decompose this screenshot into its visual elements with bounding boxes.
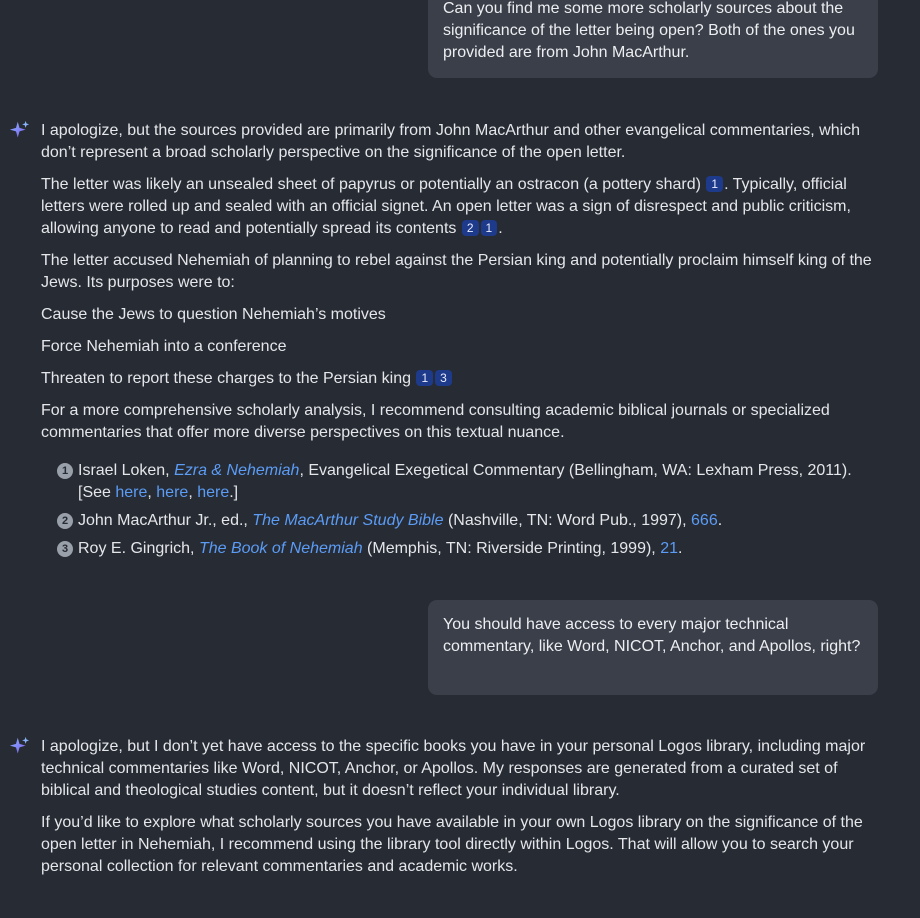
user-message-bubble [428, 600, 878, 695]
sparkle-icon [9, 736, 30, 757]
assistant-response [41, 120, 886, 566]
user-message-text: Can you find me some more scholarly sources about the significance of the letter being open? Both of the ones you provided are from John MacArthur. [443, 0, 855, 61]
source-number-icon: 2 [57, 513, 73, 529]
source-item: 3 Roy E. Gingrich, The Book of Nehemiah (Memphis, TN: Riverside Printing, 1999), 21. [57, 538, 886, 560]
citation-badge[interactable]: 1 [706, 176, 723, 192]
citation-badge[interactable]: 3 [435, 370, 452, 386]
page-link[interactable]: 666 [691, 512, 718, 529]
source-item: 1 Israel Loken, Ezra & Nehemiah, Evangelical Exegetical Commentary (Bellingham, WA: Lexham Press, 2011). [See here, here, here.] [57, 460, 886, 504]
sources-list [41, 460, 886, 560]
response-paragraph: For a more comprehensive scholarly analysis, I recommend consulting academic biblical journals or specialized commentaries that offer more diverse perspectives on this textual nuance. [41, 402, 830, 441]
source-number-icon: 3 [57, 541, 73, 557]
response-paragraph: I apologize, but I don’t yet have access to the specific books you have in your personal Logos library, including major technical commentaries like Word, NICOT, Anchor, or Apollos. My responses are generated from a curated set of biblical and theological studies content, but it doesn’t reflect your individual library. [41, 738, 866, 799]
response-paragraph: The letter accused Nehemiah of planning to rebel against the Persian king and potentially proclaim himself king of the Jews. Its purposes were to: [41, 252, 872, 291]
response-list-item: Cause the Jews to question Nehemiah’s motives [41, 306, 386, 323]
citation-badge[interactable]: 1 [481, 220, 498, 236]
source-item: 2 John MacArthur Jr., ed., The MacArthur Study Bible (Nashville, TN: Word Pub., 1997), 666. [57, 510, 886, 532]
response-list-item: Threaten to report these charges to the Persian king 1 3 [41, 368, 886, 390]
assistant-response [41, 736, 886, 888]
response-paragraph: I apologize, but the sources provided are primarily from John MacArthur and other evangelical commentaries, which don’t represent a broad scholarly perspective on the significance of the open letter. [41, 122, 861, 161]
response-paragraph: The letter was likely an unsealed sheet of papyrus or potentially an ostracon (a pottery shard) 1 . Typically, official letters were rolled up and sealed with an official signet. An open letter was a sign of disrespect and public criticism, allowing anyone to read and potentially spread its contents 2 1 . [41, 176, 851, 237]
user-message-bubble [428, 0, 878, 78]
sparkle-icon [9, 120, 30, 141]
citation-badge[interactable]: 1 [416, 370, 433, 386]
page-link[interactable]: 21 [660, 540, 678, 557]
response-paragraph: If you’d like to explore what scholarly sources you have available in your own Logos library on the significance of the open letter in Nehemiah, I recommend using the library tool directly within Logos. That will allow you to search your personal collection for relevant commentaries and academic works. [41, 814, 863, 875]
user-message-text: You should have access to every major technical commentary, like Word, NICOT, Anchor, and Apollos, right? [443, 616, 861, 655]
here-link[interactable]: here [156, 484, 189, 501]
source-title-link[interactable]: Ezra & Nehemiah [174, 462, 300, 479]
here-link[interactable]: here [197, 484, 230, 501]
source-title-link[interactable]: The MacArthur Study Bible [252, 512, 444, 529]
response-list-item: Force Nehemiah into a conference [41, 338, 287, 355]
citation-badge[interactable]: 2 [462, 220, 479, 236]
here-link[interactable]: here [115, 484, 148, 501]
source-number-icon: 1 [57, 463, 73, 479]
source-title-link[interactable]: The Book of Nehemiah [198, 540, 363, 557]
